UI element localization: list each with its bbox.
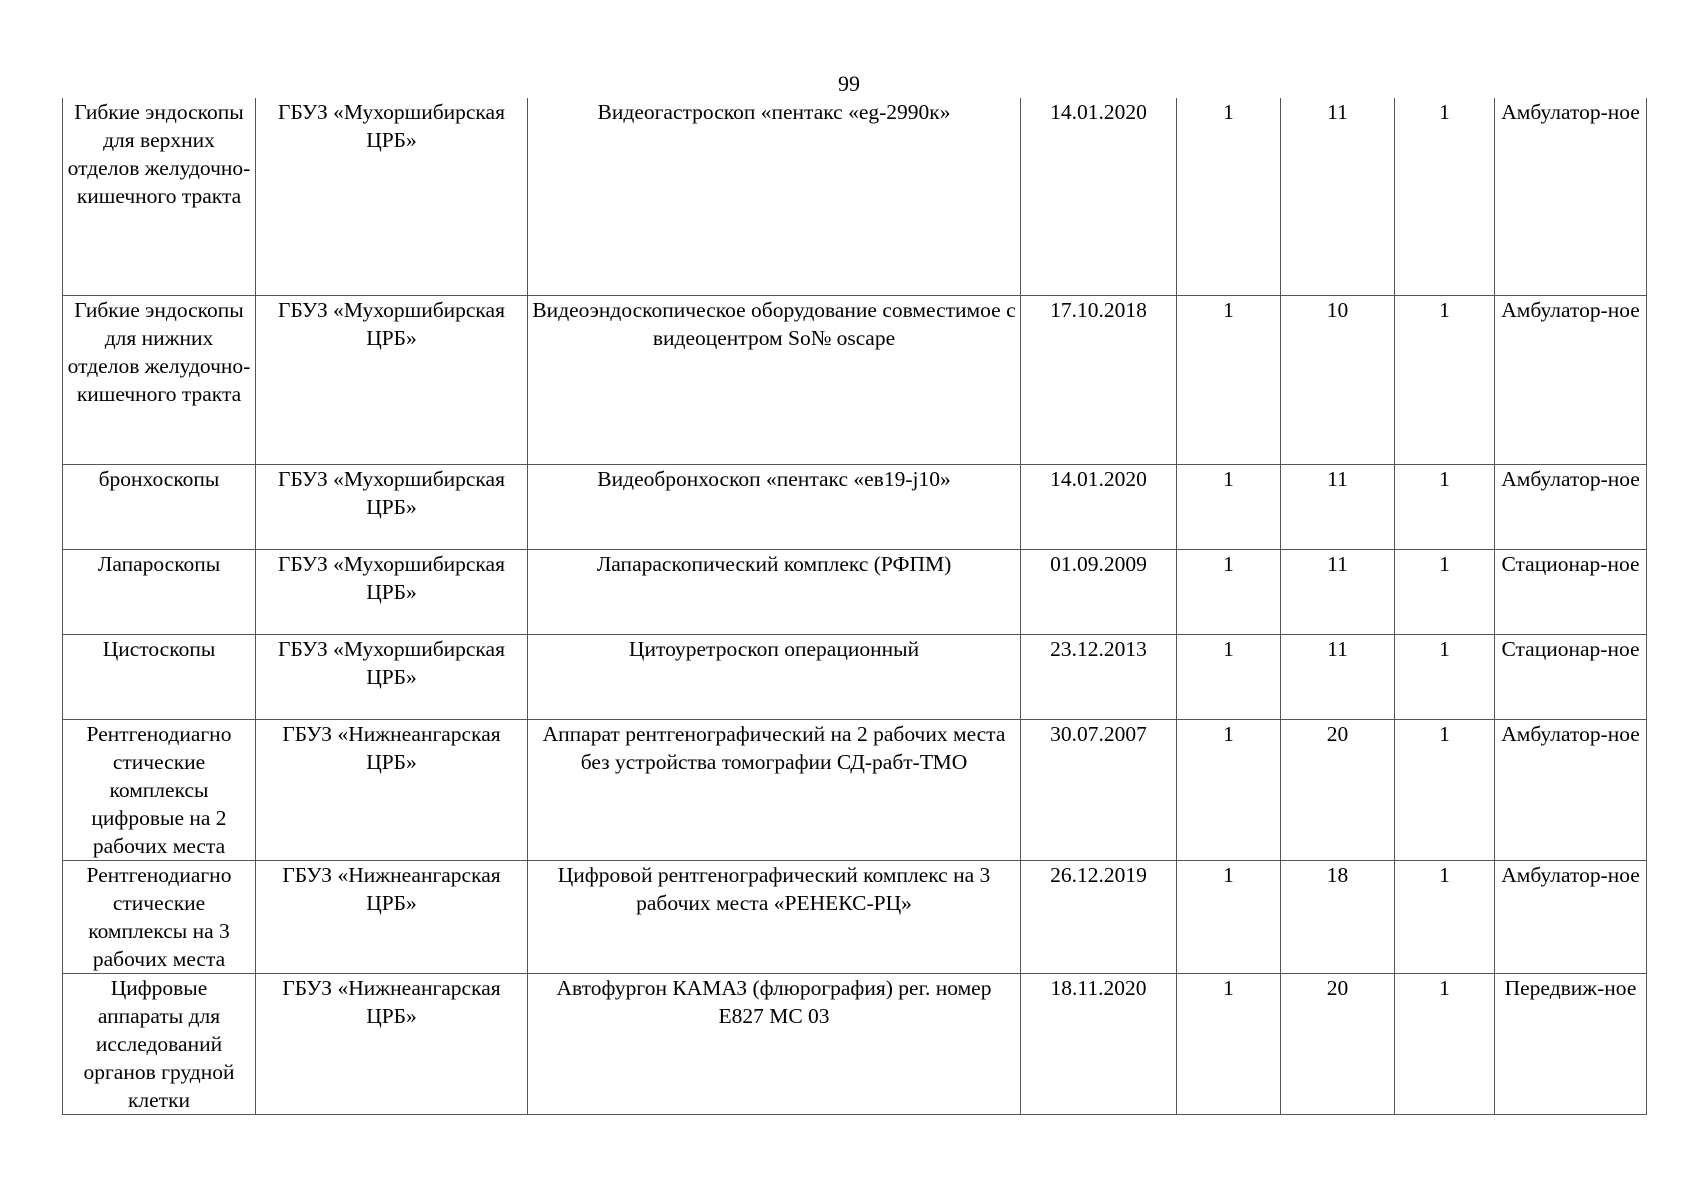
- organization-cell: ГБУЗ «Мухоршибирская ЦРБ»: [256, 98, 528, 295]
- count-cell: 1: [1395, 973, 1495, 1114]
- count-cell: 1: [1395, 634, 1495, 719]
- equipment-model-cell: Видеогастроскоп «пентакс «eg-2990к»: [528, 98, 1021, 295]
- organization-cell: ГБУЗ «Мухоршибирская ЦРБ»: [256, 295, 528, 464]
- quantity-cell: 1: [1177, 295, 1281, 464]
- equipment-type-cell: Лапароскопы: [63, 549, 256, 634]
- table-row: [63, 98, 1647, 295]
- mode-cell: Стационар-ное: [1495, 634, 1647, 719]
- equipment-type-cell: Рентгенодиагно стические комплексы цифровые на 2 рабочих места: [63, 719, 256, 860]
- equipment-model-cell: Видеоэндоскопическое оборудование совместимое с видеоцентром So№ oscape: [528, 295, 1021, 464]
- equipment-model-cell: Лапараскопический комплекс (РФПМ): [528, 549, 1021, 634]
- count-cell: 1: [1395, 295, 1495, 464]
- age-cell: 18: [1281, 860, 1395, 973]
- organization-cell: ГБУЗ «Мухоршибирская ЦРБ»: [256, 464, 528, 549]
- quantity-cell: 1: [1177, 719, 1281, 860]
- age-cell: 11: [1281, 98, 1395, 295]
- equipment-table: [62, 98, 1647, 1115]
- quantity-cell: 1: [1177, 98, 1281, 295]
- date-cell: 01.09.2009: [1021, 549, 1177, 634]
- quantity-cell: 1: [1177, 860, 1281, 973]
- equipment-model-cell: Цифровой рентгенографический комплекс на 3 рабочих места «РЕНЕКС-РЦ»: [528, 860, 1021, 973]
- mode-cell: Амбулатор-ное: [1495, 464, 1647, 549]
- organization-cell: ГБУЗ «Нижнеангарская ЦРБ»: [256, 973, 528, 1114]
- organization-cell: ГБУЗ «Мухоршибирская ЦРБ»: [256, 634, 528, 719]
- mode-cell: Амбулатор-ное: [1495, 295, 1647, 464]
- count-cell: 1: [1395, 464, 1495, 549]
- quantity-cell: 1: [1177, 634, 1281, 719]
- organization-cell: ГБУЗ «Нижнеангарская ЦРБ»: [256, 860, 528, 973]
- quantity-cell: 1: [1177, 973, 1281, 1114]
- equipment-model-cell: Видеобронхоскоп «пентакс «ев19-j10»: [528, 464, 1021, 549]
- table-row: [63, 295, 1647, 464]
- equipment-type-cell: Цистоскопы: [63, 634, 256, 719]
- date-cell: 17.10.2018: [1021, 295, 1177, 464]
- mode-cell: Амбулатор-ное: [1495, 719, 1647, 860]
- table-row: [63, 973, 1647, 1114]
- date-cell: 23.12.2013: [1021, 634, 1177, 719]
- age-cell: 11: [1281, 634, 1395, 719]
- quantity-cell: 1: [1177, 549, 1281, 634]
- mode-cell: Стационар-ное: [1495, 549, 1647, 634]
- age-cell: 11: [1281, 464, 1395, 549]
- equipment-type-cell: Гибкие эндоскопы для нижних отделов желудочно-кишечного тракта: [63, 295, 256, 464]
- quantity-cell: 1: [1177, 464, 1281, 549]
- date-cell: 14.01.2020: [1021, 464, 1177, 549]
- count-cell: 1: [1395, 860, 1495, 973]
- equipment-type-cell: бронхоскопы: [63, 464, 256, 549]
- equipment-model-cell: Аппарат рентгенографический на 2 рабочих места без устройства томографии СД-рабт-ТМО: [528, 719, 1021, 860]
- organization-cell: ГБУЗ «Нижнеангарская ЦРБ»: [256, 719, 528, 860]
- age-cell: 11: [1281, 549, 1395, 634]
- equipment-type-cell: Рентгенодиагно стические комплексы на 3 рабочих места: [63, 860, 256, 973]
- date-cell: 18.11.2020: [1021, 973, 1177, 1114]
- equipment-type-cell: Гибкие эндоскопы для верхних отделов желудочно-кишечного тракта: [63, 98, 256, 295]
- table-row: [63, 549, 1647, 634]
- mode-cell: Амбулатор-ное: [1495, 860, 1647, 973]
- age-cell: 10: [1281, 295, 1395, 464]
- equipment-type-cell: Цифровые аппараты для исследований органов грудной клетки: [63, 973, 256, 1114]
- table-row: [63, 719, 1647, 860]
- table-row: [63, 464, 1647, 549]
- equipment-model-cell: Цитоуретроскоп операционный: [528, 634, 1021, 719]
- date-cell: 26.12.2019: [1021, 860, 1177, 973]
- date-cell: 14.01.2020: [1021, 98, 1177, 295]
- count-cell: 1: [1395, 719, 1495, 860]
- equipment-model-cell: Автофургон КАМАЗ (флюрография) рег. номер Е827 МС 03: [528, 973, 1021, 1114]
- count-cell: 1: [1395, 549, 1495, 634]
- table-row: [63, 860, 1647, 973]
- count-cell: 1: [1395, 98, 1495, 295]
- table-row: [63, 634, 1647, 719]
- age-cell: 20: [1281, 973, 1395, 1114]
- mode-cell: Амбулатор-ное: [1495, 98, 1647, 295]
- page-number: 99: [838, 71, 860, 96]
- age-cell: 20: [1281, 719, 1395, 860]
- organization-cell: ГБУЗ «Мухоршибирская ЦРБ»: [256, 549, 528, 634]
- date-cell: 30.07.2007: [1021, 719, 1177, 860]
- mode-cell: Передвиж-ное: [1495, 973, 1647, 1114]
